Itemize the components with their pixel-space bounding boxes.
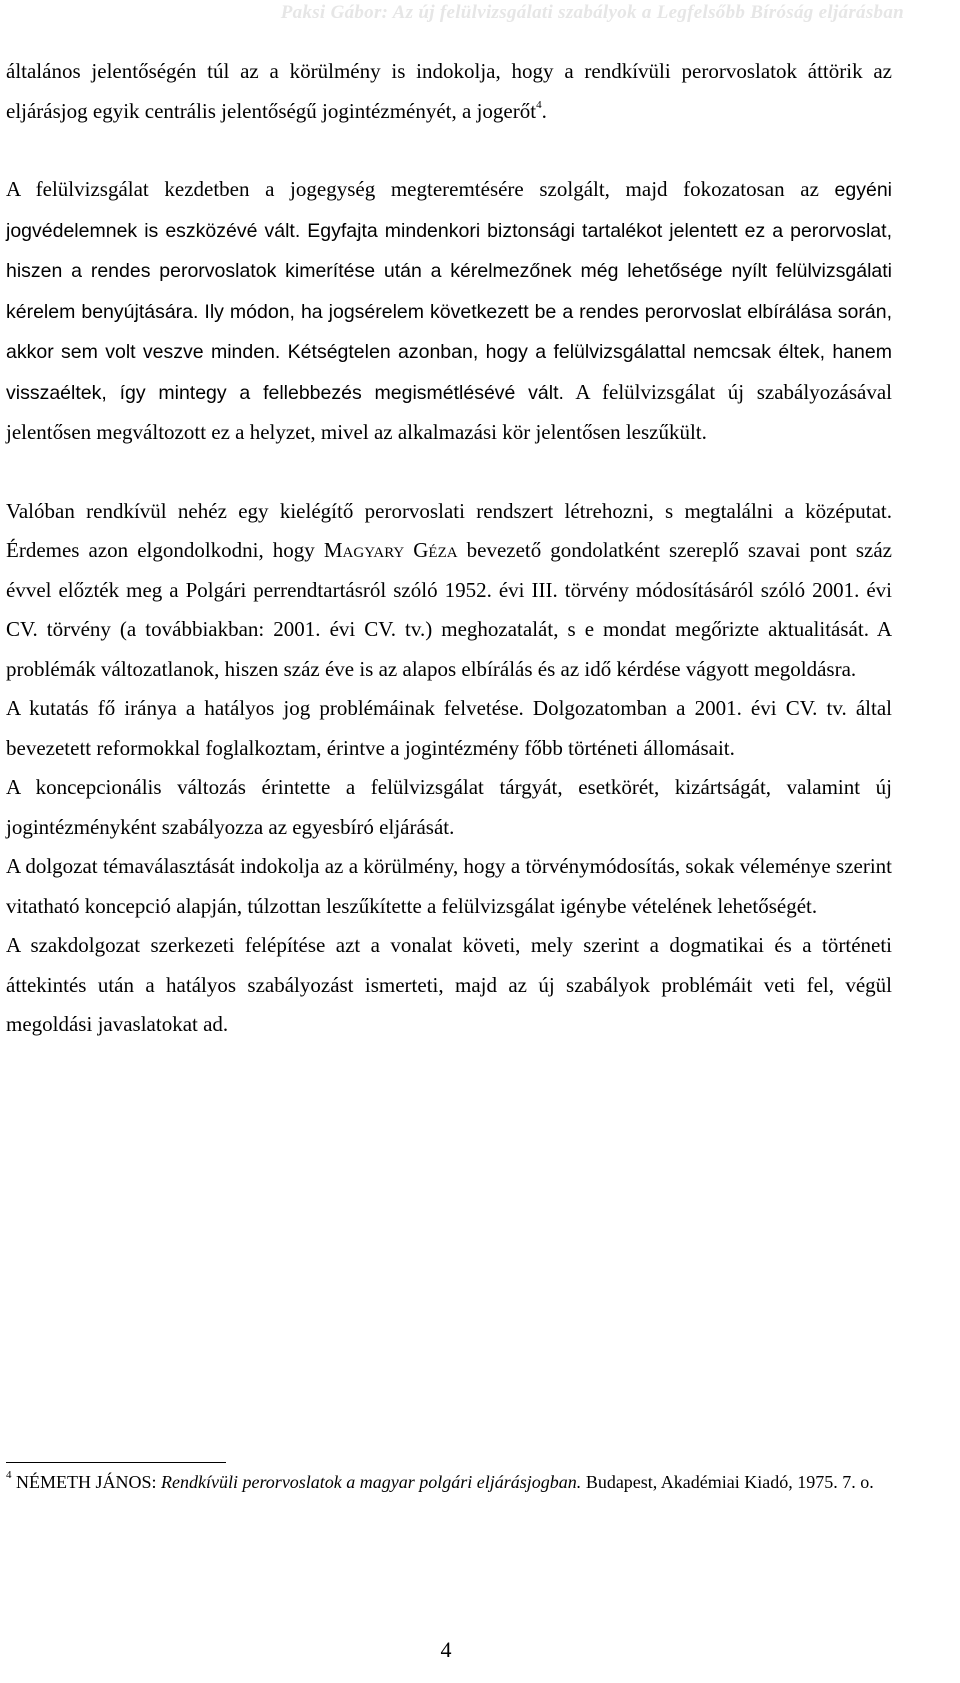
page-number: 4 bbox=[440, 1637, 452, 1662]
footnote-title: Rendkívüli perorvoslatok a magyar polgári eljárásjogban. bbox=[161, 1472, 582, 1492]
paragraph-1: általános jelentőségén túl az a körülmény is indokolja, hogy a rendkívüli perorvoslatok áttörik az eljárásjog egyik centrális jelentőségű jogintézményét, a jogerőt$^4$. bbox=[6, 59, 892, 123]
body-text bbox=[6, 52, 892, 1045]
paragraph-2: A felülvizsgálat kezdetben a jogegység megteremtésére szolgált, majd fokozatosan az egyéni jogvédelemnek is eszközévé vált. Egyfajta mindenkori biztonsági tartalékot jelentett ez a perorvoslat, hiszen a rendes perorvoslatok kimerítése után a kérelmezőnek még lehetősége nyílt felülvizsgálati kérelem benyújtására. Ily módon, ha jogsérelem következett be a rendes perorvoslat elbírálása során, akkor sem volt veszve minden. Kétségtelen azonban, hogy a felülvizsgálattal nemcsak éltek, hanem visszaéltek, így mintegy a fellebbezés megismétlésévé vált. A felülvizsgálat új szabályozásával jelentősen megváltozott ez a helyzet, mivel az alkalmazási kör jelentősen leszűkült. bbox=[6, 177, 892, 444]
footnote-reference[interactable]: 4 bbox=[536, 98, 542, 111]
paragraph-3: Valóban rendkívül nehéz egy kielégítő perorvoslati rendszert létrehozni, s megtalálni a középutat. Érdemes azon elgondolkodni, hogy Magyary Géza bevezető gondolatként szereplő szavai pont száz évvel előzték meg a Polgári perrendtartásról szóló 1952. évi III. törvény módosításáról szóló 2001. évi CV. törvény (a továbbiakban: 2001. évi CV. tv.) meghozatalát, s e mondat megőrizte aktualitását. A problémák változatlanok, hiszen száz éve is az alapos elbírálás és az idő kérdése vágyott megoldásra. bbox=[6, 498, 892, 681]
footnote bbox=[6, 1470, 892, 1495]
running-header: Paksi Gábor: Az új felülvizsgálati szabályok a Legfelsőbb Bíróság eljárásban bbox=[0, 0, 960, 28]
paragraph-4: A kutatás fő iránya a hatályos jog problémáinak felvetése. Dolgozatomban a 2001. évi CV. tv. által bevezetett reformokkal foglalkoztam, érintve a jogintézmény főbb történeti állomásait. bbox=[6, 696, 892, 760]
footnote-number: 4 bbox=[6, 1469, 12, 1481]
author-name: Magyary Géza bbox=[323, 538, 458, 562]
footnote-publisher: Budapest, Akadémiai Kiadó, 1975. 7. o. bbox=[585, 1472, 874, 1492]
footnote-author: NÉMETH JÁNOS: bbox=[16, 1472, 157, 1492]
paragraph-7: A szakdolgozat szerkezeti felépítése azt a vonalat követi, mely szerint a dogmatikai és a történeti áttekintés után a hatályos szabályozást ismerteti, majd az új szabályok problémáit veti fel, végül megoldási javaslatokat ad. bbox=[6, 933, 892, 1036]
footnote-separator bbox=[6, 1462, 226, 1463]
paragraph-5: A koncepcionális változás érintette a felülvizsgálat tárgyát, esetkörét, kizártságát, valamint új jogintézményként szabályozza az egyesbíró eljárását. bbox=[6, 775, 892, 839]
paragraph-6: A dolgozat témaválasztását indokolja az a körülmény, hogy a törvénymódosítás, sokak véleménye szerint vitatható koncepció alapján, túlzottan leszűkítette a felülvizsgálat igénybe vételének lehetőségét. bbox=[6, 854, 892, 918]
